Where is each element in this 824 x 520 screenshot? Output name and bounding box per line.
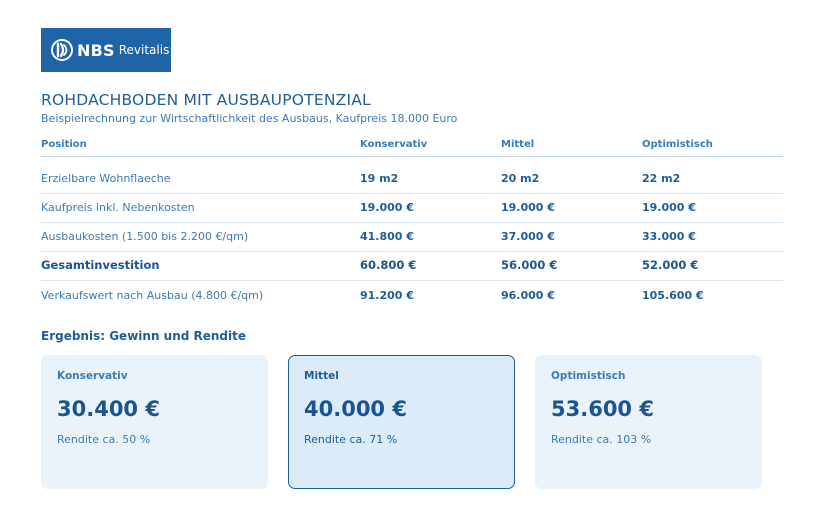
table-row xyxy=(41,194,783,223)
row-label: Verkaufswert nach Ausbau (4.800 €/qm) xyxy=(41,289,264,302)
row-value-mittel: 37.000 € xyxy=(501,230,555,243)
column-header-position: Position xyxy=(41,139,87,150)
result-card-konservativ xyxy=(41,355,268,489)
logo-suffix-text: Revitalis xyxy=(118,43,170,57)
row-value-konservativ: 41.800 € xyxy=(360,230,414,243)
column-header-mittel: Mittel xyxy=(501,139,535,150)
card-label: Optimistisch xyxy=(551,370,626,382)
card-note: Rendite ca. 71 % xyxy=(304,433,398,446)
row-label: Erzielbare Wohnflaeche xyxy=(41,172,171,185)
card-note: Rendite ca. 103 % xyxy=(551,433,652,446)
result-card-mittel xyxy=(288,355,515,489)
row-label: Kaufpreis inkl. Nebenkosten xyxy=(41,201,195,214)
row-value-konservativ: 19.000 € xyxy=(360,201,414,214)
card-amount: 40.000 € xyxy=(304,397,407,421)
row-value-konservativ: 19 m2 xyxy=(360,172,399,185)
calculation-table xyxy=(41,136,783,310)
row-value-optimistisch: 19.000 € xyxy=(642,201,696,214)
row-value-mittel: 20 m2 xyxy=(501,172,540,185)
table-row xyxy=(41,281,783,310)
card-amount: 53.600 € xyxy=(551,397,654,421)
card-label: Mittel xyxy=(304,370,339,382)
results-heading: Ergebnis: Gewinn und Rendite xyxy=(41,329,247,343)
card-note: Rendite ca. 50 % xyxy=(57,433,151,446)
table-row xyxy=(41,223,783,252)
row-value-optimistisch: 52.000 € xyxy=(642,258,699,272)
nbs-logo-icon xyxy=(51,39,73,61)
row-value-mittel: 56.000 € xyxy=(501,258,558,272)
row-value-mittel: 19.000 € xyxy=(501,201,555,214)
page-subtitle: Beispielrechnung zur Wirtschaftlichkeit des Ausbaus, Kaufpreis 18.000 Euro xyxy=(41,112,458,125)
row-value-konservativ: 60.800 € xyxy=(360,258,417,272)
row-value-konservativ: 91.200 € xyxy=(360,289,414,302)
row-label: Gesamtinvestition xyxy=(41,258,160,272)
card-label: Konservativ xyxy=(57,370,128,382)
table-row xyxy=(41,157,783,194)
card-amount: 30.400 € xyxy=(57,397,160,421)
page-title: ROHDACHBODEN MIT AUSBAUPOTENZIAL xyxy=(41,91,371,109)
row-value-optimistisch: 33.000 € xyxy=(642,230,696,243)
table-row-total xyxy=(41,252,783,281)
brand-logo xyxy=(41,28,171,72)
row-value-mittel: 96.000 € xyxy=(501,289,555,302)
row-value-optimistisch: 22 m2 xyxy=(642,172,681,185)
row-value-optimistisch: 105.600 € xyxy=(642,289,704,302)
row-label: Ausbaukosten (1.500 bis 2.200 €/qm) xyxy=(41,230,249,243)
table-header-row xyxy=(41,136,783,157)
column-header-optimistisch: Optimistisch xyxy=(642,139,713,150)
result-card-optimistisch xyxy=(535,355,762,489)
column-header-konservativ: Konservativ xyxy=(360,139,428,150)
logo-brand-text: NBS xyxy=(77,40,115,60)
